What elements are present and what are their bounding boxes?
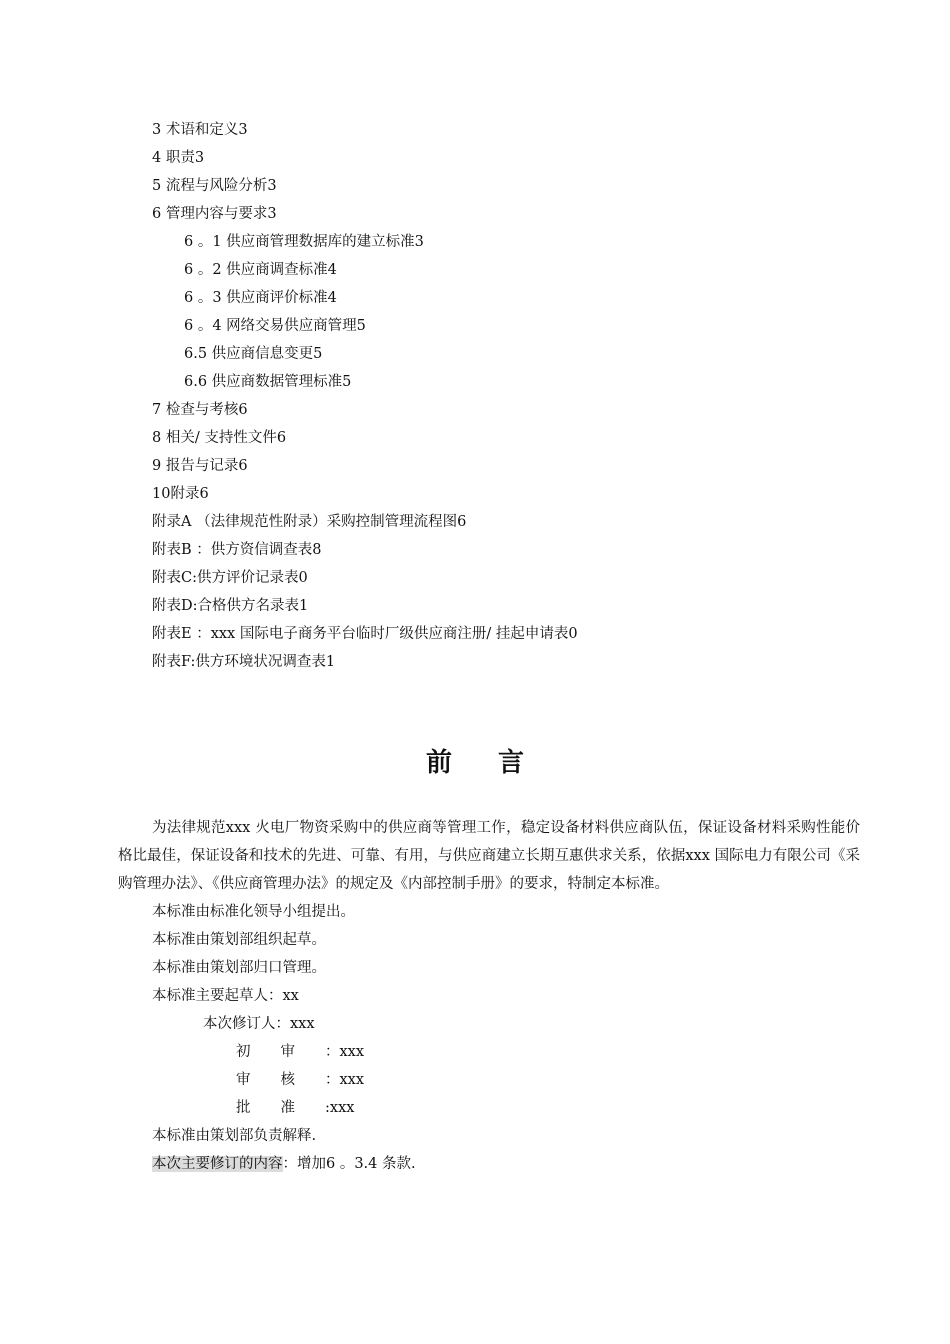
toc-item[interactable]: 附表E ：xxx 国际电子商务平台临时厂级供应商注册/ 挂起申请表0 [152,626,578,642]
preface-body [118,814,860,1178]
first-review-line [118,1038,860,1066]
toc-item[interactable]: 附表C:供方评价记录表0 [152,570,308,586]
toc-item[interactable]: 附录A （法律规范性附录）采购控制管理流程图6 [152,514,467,530]
first-review-name: ：xxx [325,1044,365,1060]
toc-item[interactable]: 附表D:合格供方名录表1 [152,598,309,614]
table-of-contents [152,116,872,676]
toc-item[interactable]: 9 报告与记录6 [152,458,248,474]
toc-subitem[interactable]: 6.5 供应商信息变更5 [184,346,323,362]
toc-subitem[interactable]: 6 。4 网络交易供应商管理5 [184,318,366,334]
toc-subitem[interactable]: 6.6 供应商数据管理标准5 [184,374,352,390]
review-name: ：xxx [325,1072,365,1088]
toc-item[interactable]: 8 相关/ 支持性文件6 [152,430,287,446]
preface-paragraph: 为法律规范xxx 火电厂物资采购中的供应商等管理工作，稳定设备材料供应商队伍，保证设备材料采购性能价格比最佳，保证设备和技术的先进、可靠、有用，与供应商建立长期互惠供求关系，依据xxx 国际电力有限公司《采购管理办法》、《供应商管理办法》的规定及《内部控制手册》的要求，特制定本标准。 [118,820,860,892]
toc-item[interactable]: 5 流程与风险分析3 [152,178,277,194]
drafted-by-line: 本标准由策划部组织起草。 [152,932,326,948]
revisor-line: 本次修订人：xxx [203,1016,315,1032]
toc-item[interactable]: 6 管理内容与要求3 [152,206,277,222]
revision-line [118,1150,860,1178]
toc-subitem[interactable]: 6 。2 供应商调查标准4 [184,262,337,278]
managed-by-line: 本标准由策划部归口管理。 [152,960,326,976]
toc-item[interactable]: 附表F:供方环境状况调查表1 [152,654,336,670]
toc-item[interactable]: 附表B ：供方资信调查表8 [152,542,322,558]
approve-role: 批准 [236,1100,325,1116]
main-drafter-line: 本标准主要起草人：xx [152,988,299,1004]
approve-line [118,1094,860,1122]
toc-item[interactable]: 7 检查与考核6 [152,402,248,418]
first-review-role: 初审 [236,1044,325,1060]
toc-subitem[interactable]: 6 。1 供应商管理数据库的建立标准3 [184,234,424,250]
toc-item[interactable]: 10附录6 [152,486,209,502]
toc-item[interactable]: 3 术语和定义3 [152,122,248,138]
review-line [118,1066,860,1094]
revision-content: ：增加6 。3.4 条款. [282,1156,416,1172]
toc-item[interactable]: 4 职责3 [152,150,205,166]
revision-label: 本次主要修订的内容 [152,1156,283,1172]
toc-subitem[interactable]: 6 。3 供应商评价标准4 [184,290,337,306]
proposed-by-line: 本标准由标准化领导小组提出。 [152,904,355,920]
approve-name: :xxx [325,1100,355,1116]
interpretation-line: 本标准由策划部负责解释. [152,1128,317,1144]
review-role: 审核 [236,1072,325,1088]
preface-heading: 前言 [425,748,570,778]
